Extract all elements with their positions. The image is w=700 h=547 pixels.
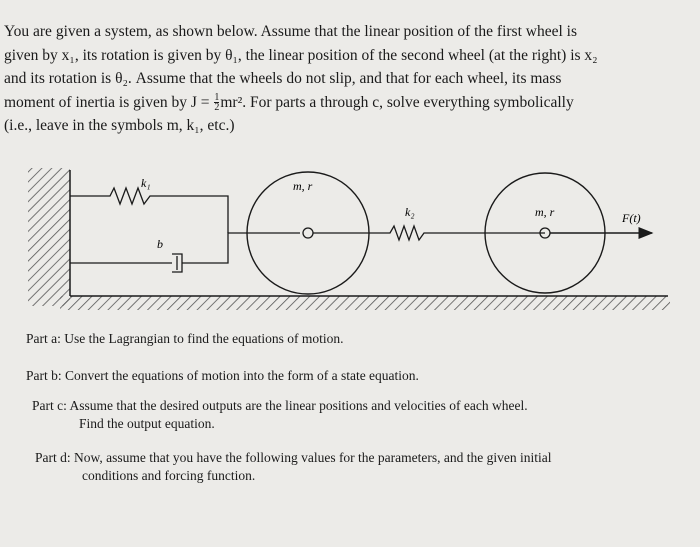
mechanical-system-diagram [0,150,700,325]
part-d-text-2: conditions and forcing function. [82,468,256,483]
ground-hatch [60,296,670,310]
part-a-text: Part a: Use the Lagrangian to find the equations of motion. [26,331,344,346]
part-a [26,330,344,348]
intro-line-2: given by x₁, its rotation is given by θ₁, the linear position of the second wheel (at the right) is x₂ [4,46,598,64]
damper-label: b [157,237,163,251]
intro-line-4-start: moment of inertia is given by J = [4,93,214,111]
problem-statement [4,20,694,138]
part-c-text-1: Part c: Assume that the desired outputs are the linear positions and velocities of each wheel. [32,398,528,413]
k2-label: k₂ [405,205,415,219]
intro-line-1: You are given a system, as shown below. Assume that the linear position of the first wheel is [4,23,577,40]
wheel-2-label: m, r [535,205,555,219]
part-b [26,367,419,385]
intro-line-3: and its rotation is θ₂. Assume that the wheels do not slip, and that for each wheel, its mass [4,70,562,87]
intro-line-4 [4,91,694,115]
wall-hatch [28,168,70,306]
one-half-fraction [214,93,219,112]
wheel-1-hub [303,228,313,238]
force-label: F(t) [622,211,641,225]
fraction-numerator: 1 [214,92,220,104]
wheel-1-label: m, r [293,179,313,193]
intro-line-4-end: mr². For parts a through c, solve everything symbolically [220,93,574,111]
damper-link [182,233,300,263]
spring-k1 [70,188,228,233]
part-d-text-1: Part d: Now, assume that you have the following values for the parameters, and the given initial [35,450,552,465]
fraction-denominator: 2 [214,102,220,114]
spring-k2 [313,226,545,240]
part-b-text: Part b: Convert the equations of motion into the form of a state equation. [26,368,419,383]
k1-label: k₁ [141,176,151,190]
part-c [32,397,528,433]
part-c-text-2: Find the output equation. [79,416,215,431]
intro-line-5: (i.e., leave in the symbols m, k₁, etc.) [4,117,235,134]
part-d [35,449,552,485]
